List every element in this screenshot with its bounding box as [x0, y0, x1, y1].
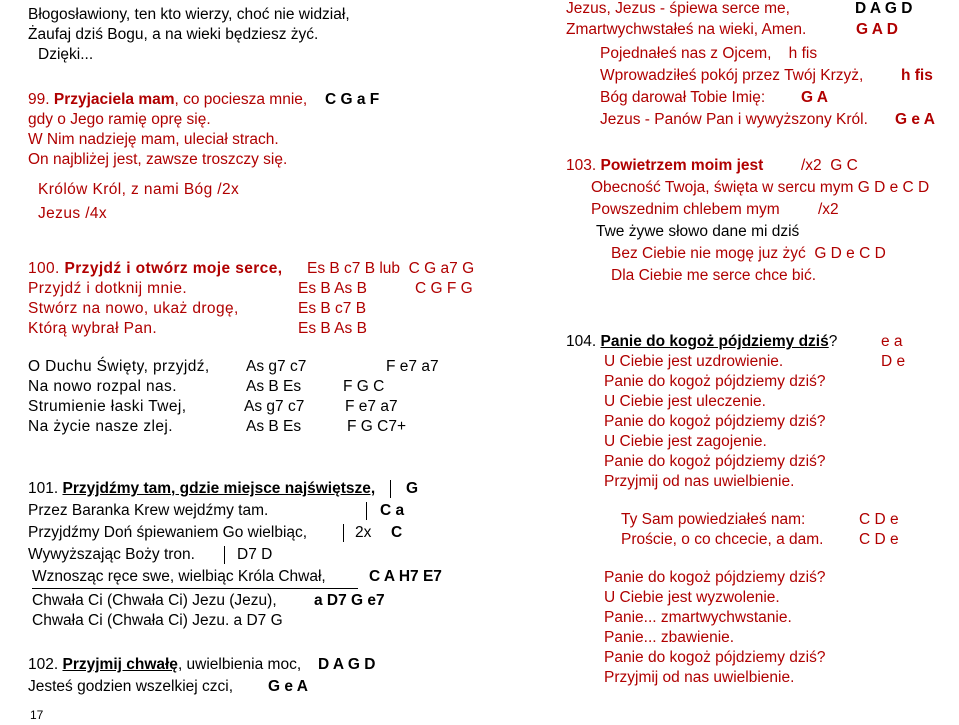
- song-101-line-1: [28, 480, 375, 498]
- song-103-chords-1: /x2 G C: [801, 157, 858, 174]
- song-99-number: 99.: [28, 91, 50, 108]
- song-100-line-6: Na nowo rozpal nas.: [28, 378, 177, 395]
- song-101-chords-1: G: [406, 480, 419, 497]
- song-100-chords-5b: F e7 a7: [386, 358, 439, 375]
- song-101-line-6: Chwała Ci (Chwała Ci) Jezu (Jezu),: [32, 592, 277, 609]
- song-102-chords-2: G e A: [268, 678, 308, 695]
- cont-chords-1: D A G D: [855, 0, 913, 17]
- song-103-line-2: Obecność Twoja, święta w sercu mym G D e C D: [591, 179, 930, 196]
- intro-line-3: Dzięki...: [38, 46, 94, 63]
- song-100-chords-8a: As B Es: [246, 418, 302, 435]
- song-103-line-3: Powszednim chlebem mym: [591, 201, 780, 218]
- song-100-number: 100.: [28, 260, 60, 277]
- cont-chords-4: h fis: [901, 67, 933, 84]
- song-103-chords-3: /x2: [818, 201, 839, 218]
- song-104-line-6: U Ciebie jest zagojenie.: [604, 433, 767, 450]
- song-100-chords-2b: C G F G: [415, 280, 473, 297]
- song-104-line-13: Panie... zmartwychwstanie.: [604, 609, 792, 626]
- song-100-chords-7a: As g7 c7: [244, 398, 305, 415]
- song-100-chords-6b: F G C: [343, 378, 385, 395]
- cont-line-6: Jezus - Panów Pan i wywyższony Król.: [600, 111, 868, 128]
- cont-line-4: Wprowadziłeś pokój przez Twój Krzyż,: [600, 67, 864, 84]
- song-101-chords-3: C: [391, 524, 403, 541]
- song-101-repeat-mark: 2x: [355, 524, 372, 541]
- song-100-line-1: [28, 260, 282, 278]
- song-101-number: 101.: [28, 480, 59, 497]
- song-99-line-6: Jezus /4x: [38, 205, 108, 222]
- song-100-line-4: Którą wybrał Pan.: [28, 320, 158, 337]
- intro-line-2: Żaufaj dziś Bogu, a na wieki będziesz żyć.: [28, 26, 319, 43]
- song-100-line-2: Przyjdź i dotknij mnie.: [28, 280, 188, 297]
- song-103-line-5: Bez Ciebie nie mogę juz żyć G D e C D: [611, 245, 886, 262]
- song-99-chords-1: C G a F: [325, 91, 380, 108]
- song-103-title: Powietrzem moim jest: [600, 157, 764, 174]
- song-99-line-5: Królów Król, z nami Bóg /2x: [38, 181, 240, 198]
- song-101-chords-2: C a: [380, 502, 405, 519]
- page-number: 17: [30, 708, 44, 722]
- song-100-chords-1: Es B c7 B lub C G a7 G: [307, 260, 475, 277]
- song-100-line-5: O Duchu Święty, przyjdź,: [28, 358, 210, 375]
- song-100-chords-5a: As g7 c7: [246, 358, 307, 375]
- song-99-line-1: [28, 91, 307, 109]
- underline-rule: [32, 588, 358, 589]
- cont-line-3: Pojednałeś nas z Ojcem, h fis: [600, 45, 818, 62]
- song-104-title: Panie do kogoż pójdziemy dziś: [600, 333, 829, 350]
- song-101-chords-6: a D7 G e7: [314, 592, 385, 609]
- bar-mark: [390, 480, 391, 498]
- song-104-line-4: U Ciebie jest uleczenie.: [604, 393, 766, 410]
- song-104-chords-9: C D e: [859, 511, 899, 528]
- song-100-line-7: Strumienie łaski Twej,: [28, 398, 187, 415]
- song-104-line-7: Panie do kogoż pójdziemy dziś?: [604, 453, 826, 470]
- song-104-line-8: Przyjmij od nas uwielbienie.: [604, 473, 795, 490]
- song-102-chords-1: D A G D: [318, 656, 376, 673]
- song-103-line-4: Twe żywe słowo dane mi dziś: [596, 223, 800, 240]
- cont-line-2: Zmartwychwstałeś na wieki, Amen.: [566, 21, 807, 38]
- song-101-line-4: Wywyższając Boży tron.: [28, 546, 195, 563]
- song-100-chords-2a: Es B As B: [298, 280, 367, 297]
- song-104-line-15: Panie do kogoż pójdziemy dziś?: [604, 649, 826, 666]
- song-104-line-5: Panie do kogoż pójdziemy dziś?: [604, 413, 826, 430]
- song-102-line-2: Jesteś godzien wszelkiej czci,: [28, 678, 234, 695]
- song-100-chords-8b: F G C7+: [347, 418, 407, 435]
- song-101-line-3: Przyjdźmy Doń śpiewaniem Go wielbiąc,: [28, 524, 308, 541]
- bar-mark: [343, 524, 344, 542]
- song-104-number: 104.: [566, 333, 597, 350]
- song-102-number: 102.: [28, 656, 59, 673]
- song-104-line-11: Panie do kogoż pójdziemy dziś?: [604, 569, 826, 586]
- song-104-line-16: Przyjmij od nas uwielbienie.: [604, 669, 795, 686]
- bar-mark: [224, 546, 225, 564]
- song-104-line-10: Proście, o co chcecie, a dam.: [621, 531, 824, 548]
- intro-line-1: Błogosławiony, ten kto wierzy, choć nie widział,: [28, 6, 350, 23]
- cont-chords-6: G e A: [895, 111, 935, 128]
- song-104-line-2: U Ciebie jest uzdrowienie.: [604, 353, 784, 370]
- cont-chords-5: G A: [801, 89, 828, 106]
- song-101-chords-5: C A H7 E7: [369, 568, 442, 585]
- song-100-chords-3: Es B c7 B: [298, 300, 367, 317]
- song-101-chords-4: D7 D: [237, 546, 273, 563]
- song-102-line-1-rest: , uwielbienia moc,: [177, 656, 302, 673]
- song-103-line-6: Dla Ciebie me serce chce bić.: [611, 267, 817, 284]
- song-99-title: Przyjaciela mam: [53, 91, 175, 108]
- song-103-line-1: [566, 157, 763, 175]
- song-104-chords-1: e a: [881, 333, 903, 350]
- song-101-line-5: Wznosząc ręce swe, wielbiąc Króla Chwał,: [32, 568, 326, 585]
- song-101-line-7: Chwała Ci (Chwała Ci) Jezu. a D7 G: [32, 612, 283, 629]
- bar-mark: [366, 502, 367, 520]
- song-104-line-3: Panie do kogoż pójdziemy dziś?: [604, 373, 826, 390]
- song-101-title: Przyjdźmy tam, gdzie miejsce najświętsze,: [62, 480, 376, 497]
- song-99-line-1-rest: , co pociesza mnie,: [174, 91, 308, 108]
- song-100-chords-7b: F e7 a7: [345, 398, 398, 415]
- song-101-line-2: Przez Baranka Krew wejdźmy tam.: [28, 502, 269, 519]
- song-104-line-9: Ty Sam powiedziałeś nam:: [621, 511, 806, 528]
- song-104-line-1: [566, 333, 837, 351]
- song-99-line-4: On najbliżej jest, zawsze troszczy się.: [28, 151, 288, 168]
- song-100-line-3: Stwórz na nowo, ukaż drogę,: [28, 300, 239, 317]
- cont-chords-2: G A D: [856, 21, 898, 38]
- song-100-title: Przyjdź i otwórz moje serce,: [64, 260, 283, 277]
- song-99-line-3: W Nim nadzieję mam, uleciał strach.: [28, 131, 279, 148]
- song-104-chords-2: D e: [881, 353, 906, 370]
- song-99-line-2: gdy o Jego ramię oprę się.: [28, 111, 211, 128]
- song-100-chords-6a: As B Es: [246, 378, 302, 395]
- song-103-number: 103.: [566, 157, 597, 174]
- song-104-line-12: U Ciebie jest wyzwolenie.: [604, 589, 780, 606]
- song-104-line-14: Panie... zbawienie.: [604, 629, 735, 646]
- cont-line-1: Jezus, Jezus - śpiewa serce me,: [566, 0, 790, 17]
- song-104-title-end: ?: [828, 333, 838, 350]
- song-100-chords-4: Es B As B: [298, 320, 367, 337]
- cont-line-5: Bóg darował Tobie Imię:: [600, 89, 766, 106]
- song-100-line-8: Na życie nasze zlej.: [28, 418, 173, 435]
- song-102-title: Przyjmij chwałę: [62, 656, 178, 673]
- song-104-chords-10: C D e: [859, 531, 899, 548]
- song-102-line-1: [28, 656, 301, 674]
